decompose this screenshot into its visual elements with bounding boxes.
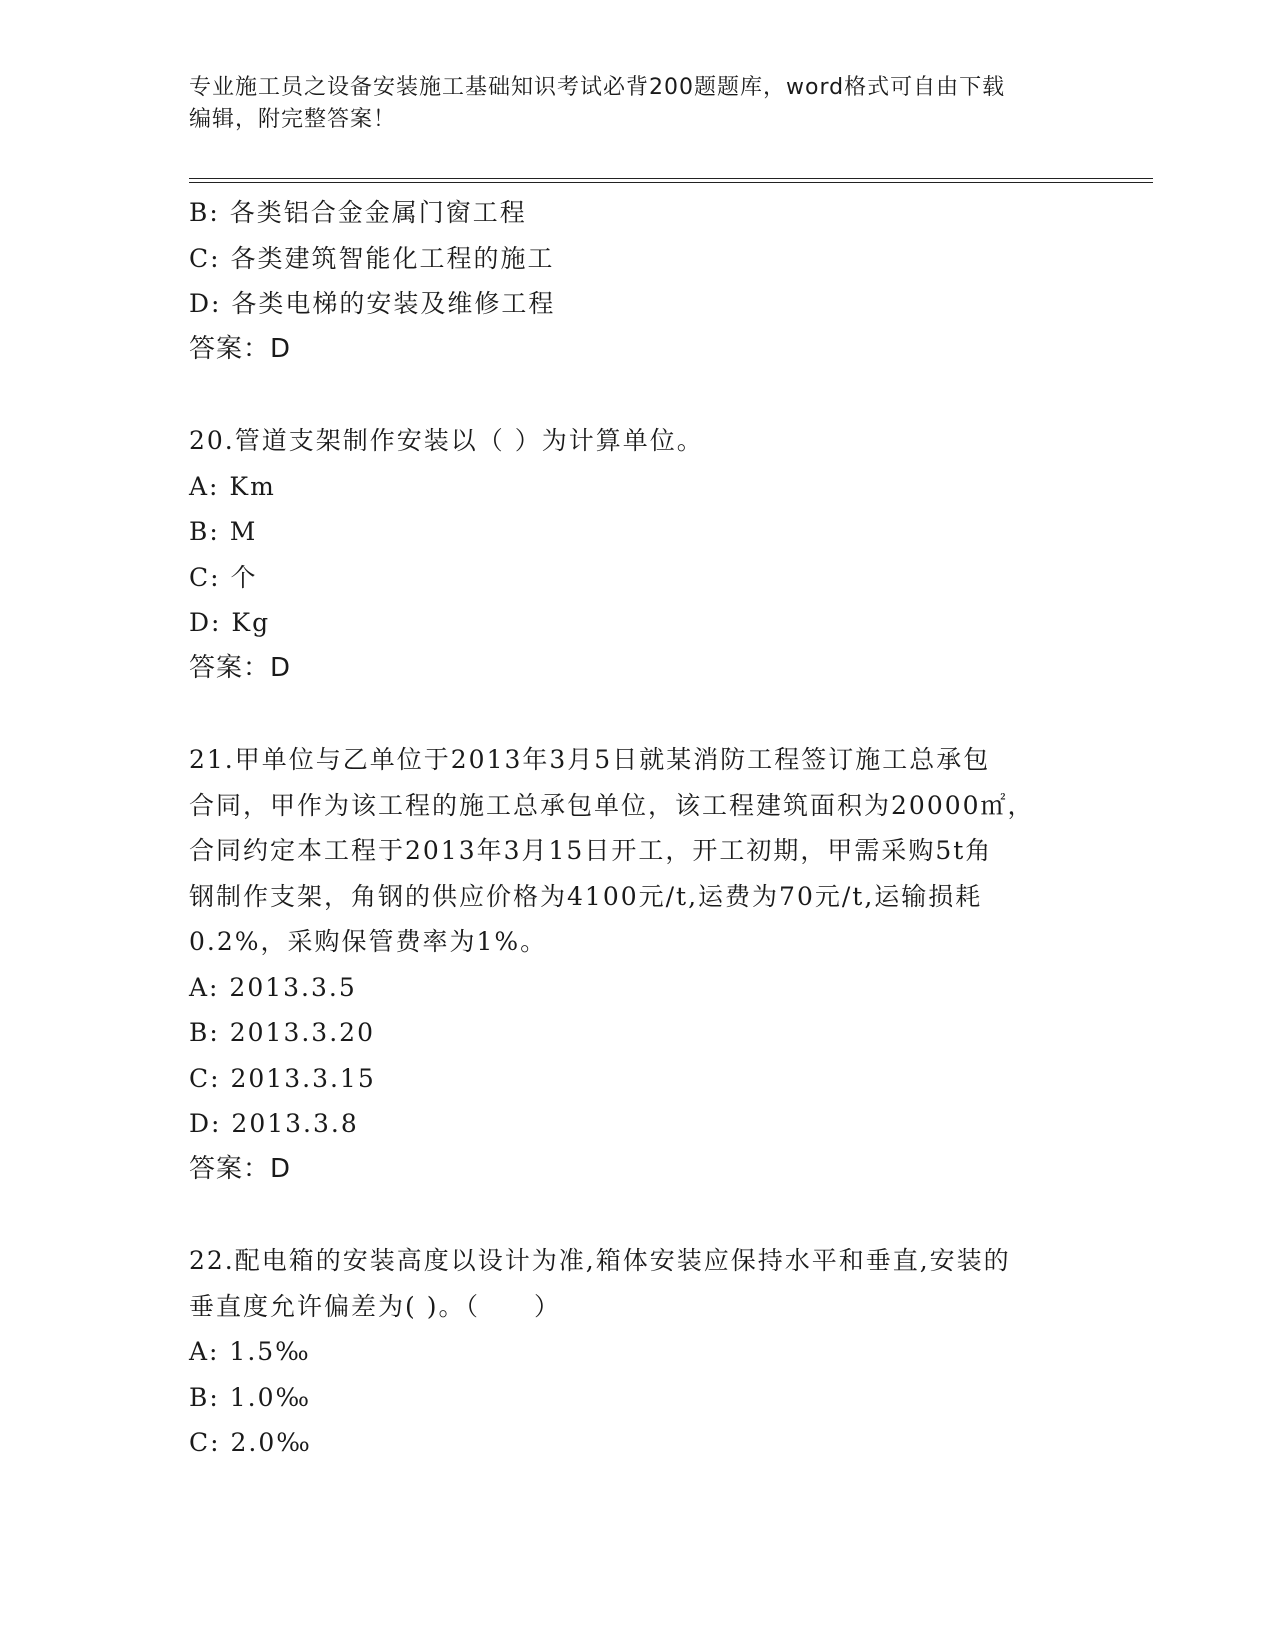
spacer <box>189 372 1069 418</box>
question-text-line-2: 垂直度允许偏差为( )。（ ） <box>189 1291 561 1321</box>
spacer <box>189 691 1069 737</box>
option-a: A: Km <box>189 471 276 501</box>
header-title-line-1: 专业施工员之设备安装施工基础知识考试必背200题题库，word格式可自由下载 <box>189 75 1006 100</box>
option-d: D: 各类电梯的安装及维修工程 <box>189 289 556 318</box>
header-divider-top <box>189 178 1153 179</box>
option-c: C: 2013.3.15 <box>189 1063 376 1093</box>
option-b: B: 1.0‰ <box>189 1382 312 1412</box>
option-c: C: 个 <box>189 562 258 592</box>
answer: 答案：D <box>189 652 292 683</box>
question-text-line-1: 21.甲单位与乙单位于2013年3月5日就某消防工程签订施工总承包 <box>189 745 991 774</box>
option-b: B: 2013.3.20 <box>189 1018 375 1047</box>
question-19 <box>189 190 1069 372</box>
question-22 <box>189 1238 1069 1466</box>
document-header <box>189 72 1089 136</box>
header-title-line-2: 编辑，附完整答案！ <box>189 107 397 132</box>
question-21 <box>189 737 1069 1192</box>
option-b: B: 各类铝合金金属门窗工程 <box>189 198 527 227</box>
question-text-line-5: 0.2%，采购保管费率为1%。 <box>189 927 548 956</box>
question-text: 20.管道支架制作安装以（ ）为计算单位。 <box>189 426 704 455</box>
option-a: A: 2013.3.5 <box>189 972 357 1002</box>
option-a: A: 1.5‰ <box>189 1337 311 1366</box>
question-text-line-4: 钢制作支架，角钢的供应价格为4100元/t,运费为70元/t,运输损耗 <box>189 881 983 911</box>
option-d: D: 2013.3.8 <box>189 1109 359 1138</box>
option-c: C: 各类建筑智能化工程的施工 <box>189 243 555 273</box>
question-20 <box>189 418 1069 691</box>
option-b: B: M <box>189 517 258 546</box>
question-text-line-2: 合同，甲作为该工程的施工总承包单位，该工程建筑面积为20000㎡， <box>189 790 1035 820</box>
header-divider-bottom <box>189 182 1153 183</box>
question-text-line-3: 合同约定本工程于2013年3月15日开工，开工初期，甲需采购5t角 <box>189 836 993 865</box>
question-list <box>189 190 1069 1466</box>
spacer <box>189 1192 1069 1238</box>
option-c: C: 2.0‰ <box>189 1428 312 1457</box>
answer: 答案：D <box>189 1153 292 1184</box>
answer: 答案：D <box>189 333 292 364</box>
option-d: D: Kg <box>189 608 271 637</box>
question-text-line-1: 22.配电箱的安装高度以设计为准,箱体安装应保持水平和垂直,安装的 <box>189 1246 1011 1275</box>
